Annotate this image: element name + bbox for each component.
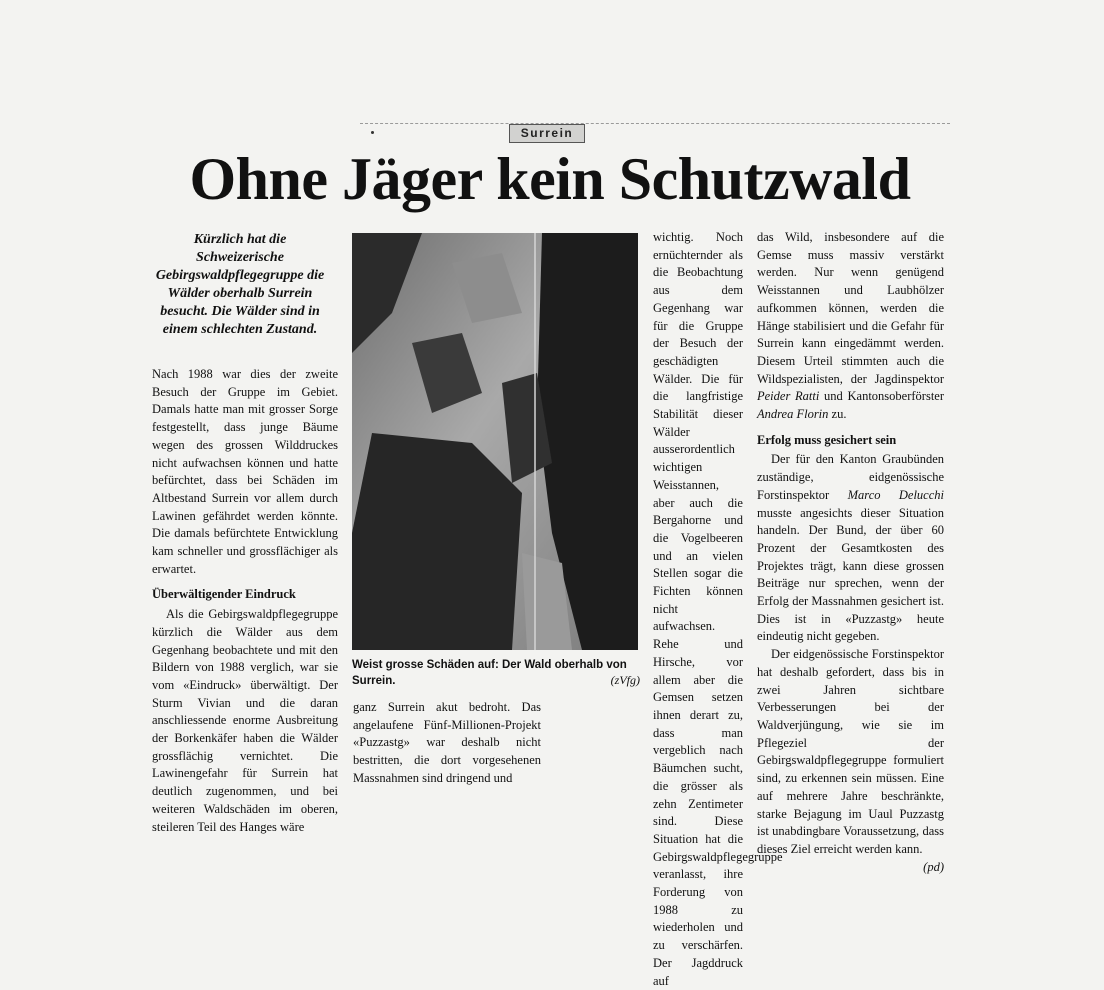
- person-name: Andrea Florin: [757, 407, 829, 422]
- person-name: Marco Delucchi: [847, 487, 944, 502]
- paragraph: [757, 451, 944, 646]
- column-2: [353, 699, 541, 788]
- top-rule: [360, 123, 950, 124]
- paragraph: [757, 229, 944, 424]
- text-run: zu.: [828, 407, 847, 422]
- location-kicker: Surrein: [509, 124, 585, 143]
- person-name: Peider Ratti: [757, 389, 820, 404]
- photo-credit: (zVfg): [610, 673, 640, 687]
- column-1: [152, 366, 338, 836]
- paragraph: ganz Surrein akut bedroht. Das angelaufene Fünf-Millionen-Projekt «Puzzastg» war deshalb nicht bestritten, die dort vorgesehenen Massnahmen sind dringend und: [353, 700, 541, 785]
- forest-photo-image: [352, 233, 638, 650]
- lead-paragraph: Kürzlich hat die Schweizerische Gebirgswaldpflegegruppe die Wälder oberhalb Surrein besucht. Die Wälder sind in einem schlechten Zustand.: [155, 232, 325, 337]
- paragraph: wichtig. Noch ernüchternder als die Beobachtung aus dem Gegenhang war für die Gruppe der Besuch der geschädigten Wälder. Die für die langfristige Stabilität dieser Wälder ausserordentlich wichtigen Weisstannen, aber auch die Bergahorne und die Vogelbeeren und an vielen Stellen sogar die Fichten können nicht aufwachsen. Rehe und Hirsche, vor allem aber die Gemsen setzen ihnen derart zu, dass man vergeblich nach Bäumchen sucht, die grösser als zehn Zentimeter sind. Diese Situation hat die Gebirgswaldpflegegruppe veranlasst, ihre Forderung von 1988 zu wiederholen und zu verschärfen. Der Jagddruck auf: [653, 230, 783, 988]
- text-run: das Wild, insbesondere auf die Gemse muss massiv verstärkt werden. Nur wenn genügend Weisstannen und Laubhölzer aufkommen können, werden die Hänge stabilisiert und die Gefahr für Surrein kann eingedämmt werden. Diesem Urteil stimmten auch die Wildspezialisten, der Jagdinspektor: [757, 230, 944, 386]
- column-4: [757, 229, 944, 876]
- photo-caption: Weist grosse Schäden auf: Der Wald oberhalb von Surrein.: [352, 659, 627, 687]
- paragraph: Nach 1988 war dies der zweite Besuch der Gruppe im Gebiet. Damals hatte man mit grosser Sorge festgestellt, dass junge Bäume wegen des grossen Wilddruckes nicht aufwachsen können und hatte befürchtet, dass bei Schäden im Altbestand Surrein vor allem durch Lawinen gefährdet werden könnte. Die damals befürchtete Entwicklung kam schneller und grossflächiger als erwartet.: [152, 367, 338, 576]
- text-run: und Kantonsoberförster: [819, 389, 945, 404]
- author-signature: (pd): [923, 859, 944, 874]
- column-3-upper: [653, 229, 783, 990]
- subheading: Überwältigender Eindruck: [152, 587, 296, 602]
- subheading: Erfolg muss gesichert sein: [757, 432, 897, 447]
- text-run: musste angesichts dieser Situation handeln. Der Bund, der über 60 Prozent der Gesamtkosten des Projektes trägt, kann diese grossen Beiträge nur sprechen, wenn der Erfolg der Massnahmen gesichert ist. Dies ist in «Puzzastg» heute eindeutig nicht gegeben.: [757, 505, 944, 644]
- paragraph: Als die Gebirgswaldpflegegruppe kürzlich die Wälder aus dem Gegenhang beobachtete und mit den Bildern von 1988 verglich, war sie vom «Eindruck» überwältigt. Der Sturm Vivian und die daran anschliessende enorme Ausbreitung der Borkenkäfer haben die Wälder grossflächig vernichtet. Die Lawinengefahr für Surrein hat deutlich zugenommen, und bei weiteren Waldschäden im oberen, steileren Teil des Hanges wäre: [152, 607, 338, 834]
- text-run: Der für den Kanton Graubünden zuständige, eidgenössische Forstinspektor: [757, 452, 944, 502]
- print-speck: [371, 131, 374, 134]
- headline: Ohne Jäger kein Schutzwald: [189, 146, 911, 212]
- paragraph: Der eidgenössische Forstinspektor hat deshalb gefordert, dass bis in zwei Jahren sichtbare Verbesserungen bei der Waldverjüngung, wie sie im Pflegeziel der Gebirgswaldpflegegruppe formuliert sind, zu erkennen sein müssen. Eine auf mehrere Jahre beschränkte, starke Bejagung im Uaul Puzzastg ist unabdingbare Voraussetzung, dass dieses Ziel erreicht werden kann.: [757, 647, 944, 856]
- forest-photo: [352, 233, 638, 650]
